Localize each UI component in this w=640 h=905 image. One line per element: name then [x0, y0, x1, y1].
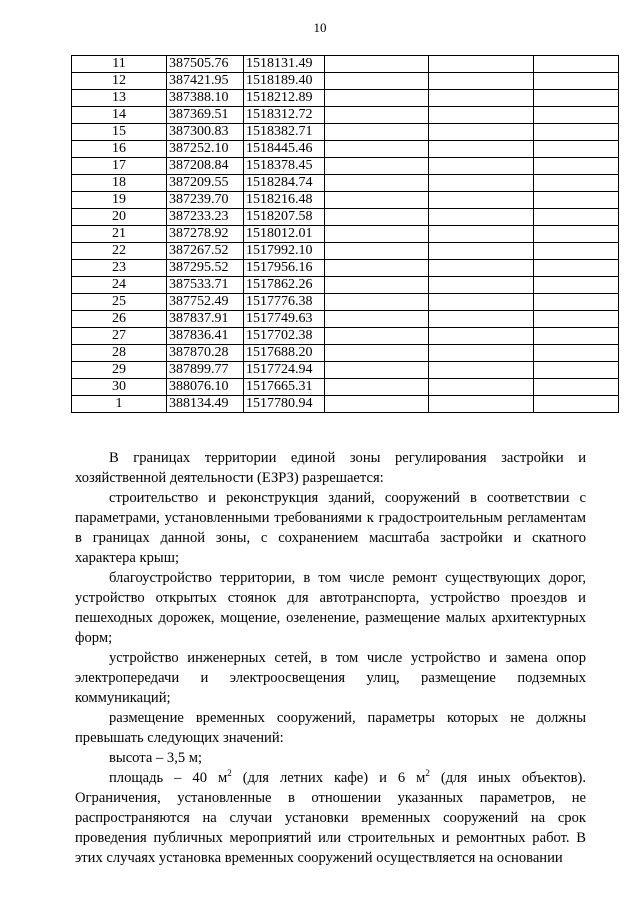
table-row [72, 141, 619, 158]
x-coordinate-cell: 387239.70 [167, 192, 244, 209]
table-row [72, 277, 619, 294]
y-coordinate-cell: 1518378.45 [244, 158, 325, 175]
empty-cell [325, 209, 429, 226]
y-coordinate-cell: 1518207.58 [244, 209, 325, 226]
empty-cell [534, 124, 619, 141]
empty-cell [534, 56, 619, 73]
empty-cell [325, 107, 429, 124]
empty-cell [429, 175, 534, 192]
table-row [72, 124, 619, 141]
x-coordinate-cell: 387388.10 [167, 90, 244, 107]
empty-cell [429, 328, 534, 345]
empty-cell [429, 73, 534, 90]
x-coordinate-cell: 387533.71 [167, 277, 244, 294]
empty-cell [325, 328, 429, 345]
table-row [72, 311, 619, 328]
x-coordinate-cell: 388134.49 [167, 396, 244, 413]
paragraph-construction: строительство и реконструкция зданий, сооружений в соответствии с параметрами, установленными требованиями к градостроительным регламентам в границах данной зоны, с сохранением масштаба застройки и скатного характера крыш; [75, 490, 586, 566]
point-number-cell: 17 [72, 158, 167, 175]
empty-cell [325, 141, 429, 158]
empty-cell [429, 192, 534, 209]
empty-cell [429, 362, 534, 379]
empty-cell [325, 345, 429, 362]
x-coordinate-cell: 387752.49 [167, 294, 244, 311]
empty-cell [429, 209, 534, 226]
paragraph-utilities: устройство инженерных сетей, в том числе устройство и замена опор электропередачи и электроосвещения улиц, размещение подземных коммуникаций; [75, 650, 586, 706]
point-number-cell: 23 [72, 260, 167, 277]
point-number-cell: 26 [72, 311, 167, 328]
point-number-cell: 27 [72, 328, 167, 345]
y-coordinate-cell: 1518312.72 [244, 107, 325, 124]
empty-cell [429, 294, 534, 311]
coordinates-table [71, 55, 619, 413]
paragraph-area [75, 768, 586, 868]
x-coordinate-cell: 387837.91 [167, 311, 244, 328]
empty-cell [325, 124, 429, 141]
x-coordinate-cell: 387278.92 [167, 226, 244, 243]
y-coordinate-cell: 1518216.48 [244, 192, 325, 209]
y-coordinate-cell: 1517776.38 [244, 294, 325, 311]
empty-cell [429, 345, 534, 362]
y-coordinate-cell: 1517780.94 [244, 396, 325, 413]
empty-cell [325, 294, 429, 311]
point-number-cell: 20 [72, 209, 167, 226]
y-coordinate-cell: 1518284.74 [244, 175, 325, 192]
empty-cell [534, 90, 619, 107]
y-coordinate-cell: 1517862.26 [244, 277, 325, 294]
empty-cell [325, 90, 429, 107]
table-row [72, 362, 619, 379]
empty-cell [325, 226, 429, 243]
x-coordinate-cell: 387208.84 [167, 158, 244, 175]
y-coordinate-cell: 1518445.46 [244, 141, 325, 158]
empty-cell [429, 277, 534, 294]
point-number-cell: 30 [72, 379, 167, 396]
empty-cell [429, 158, 534, 175]
empty-cell [429, 141, 534, 158]
y-coordinate-cell: 1517956.16 [244, 260, 325, 277]
empty-cell [534, 226, 619, 243]
empty-cell [534, 362, 619, 379]
y-coordinate-cell: 1517702.38 [244, 328, 325, 345]
point-number-cell: 21 [72, 226, 167, 243]
area-text-c: (для иных объектов). Ограничения, установленные в отношении указанных параметров, не распространяются на случаи установки временных сооружений на срок проведения публичных мероприятий или строительных и ремонтных работ. В этих случаях установка временных сооружений осуществляется на основании [75, 770, 586, 866]
empty-cell [325, 175, 429, 192]
y-coordinate-cell: 1518189.40 [244, 73, 325, 90]
empty-cell [534, 158, 619, 175]
empty-cell [534, 73, 619, 90]
table-row [72, 73, 619, 90]
point-number-cell: 29 [72, 362, 167, 379]
table-row [72, 243, 619, 260]
point-number-cell: 25 [72, 294, 167, 311]
table-row [72, 379, 619, 396]
table-row [72, 158, 619, 175]
y-coordinate-cell: 1517992.10 [244, 243, 325, 260]
empty-cell [325, 362, 429, 379]
empty-cell [534, 209, 619, 226]
area-sup-2: 2 [425, 768, 430, 779]
paragraph-landscaping: благоустройство территории, в том числе ремонт существующих дорог, устройство открытых стоянок для автотранспорта, устройство проездов и пешеходных дорожек, мощение, озеленение, размещение малых архитектурных форм; [75, 570, 586, 646]
empty-cell [534, 260, 619, 277]
regulation-text [75, 448, 586, 868]
point-number-cell: 18 [72, 175, 167, 192]
area-text-b: (для летних кафе) и 6 м [231, 770, 426, 786]
empty-cell [534, 141, 619, 158]
empty-cell [325, 56, 429, 73]
empty-cell [429, 260, 534, 277]
x-coordinate-cell: 387369.51 [167, 107, 244, 124]
point-number-cell: 13 [72, 90, 167, 107]
x-coordinate-cell: 387870.28 [167, 345, 244, 362]
point-number-cell: 24 [72, 277, 167, 294]
empty-cell [429, 226, 534, 243]
empty-cell [429, 90, 534, 107]
point-number-cell: 15 [72, 124, 167, 141]
empty-cell [534, 328, 619, 345]
empty-cell [534, 277, 619, 294]
table-row [72, 90, 619, 107]
empty-cell [429, 107, 534, 124]
y-coordinate-cell: 1517665.31 [244, 379, 325, 396]
empty-cell [325, 192, 429, 209]
empty-cell [534, 192, 619, 209]
page-number: 10 [313, 20, 327, 35]
y-coordinate-cell: 1517688.20 [244, 345, 325, 362]
table-row [72, 226, 619, 243]
table-row [72, 294, 619, 311]
point-number-cell: 11 [72, 56, 167, 73]
x-coordinate-cell: 387421.95 [167, 73, 244, 90]
empty-cell [534, 345, 619, 362]
x-coordinate-cell: 387505.76 [167, 56, 244, 73]
y-coordinate-cell: 1518212.89 [244, 90, 325, 107]
empty-cell [534, 379, 619, 396]
y-coordinate-cell: 1518131.49 [244, 56, 325, 73]
point-number-cell: 28 [72, 345, 167, 362]
x-coordinate-cell: 388076.10 [167, 379, 244, 396]
x-coordinate-cell: 387899.77 [167, 362, 244, 379]
coordinates-table-body [72, 56, 619, 413]
empty-cell [325, 311, 429, 328]
empty-cell [429, 243, 534, 260]
empty-cell [534, 294, 619, 311]
y-coordinate-cell: 1517749.63 [244, 311, 325, 328]
empty-cell [534, 107, 619, 124]
point-number-cell: 22 [72, 243, 167, 260]
y-coordinate-cell: 1518382.71 [244, 124, 325, 141]
area-text-a: площадь – 40 м [109, 770, 228, 786]
point-number-cell: 1 [72, 396, 167, 413]
empty-cell [325, 243, 429, 260]
empty-cell [325, 260, 429, 277]
paragraph-temporary-structures: размещение временных сооружений, параметры которых не должны превышать следующих значений: [75, 710, 586, 746]
y-coordinate-cell: 1517724.94 [244, 362, 325, 379]
point-number-cell: 16 [72, 141, 167, 158]
table-row [72, 209, 619, 226]
area-sup-1: 2 [227, 768, 232, 779]
x-coordinate-cell: 387300.83 [167, 124, 244, 141]
empty-cell [429, 379, 534, 396]
table-row [72, 260, 619, 277]
empty-cell [325, 379, 429, 396]
paragraph-intro: В границах территории единой зоны регулирования застройки и хозяйственной деятельности (ЕЗРЗ) разрешается: [75, 450, 586, 486]
x-coordinate-cell: 387836.41 [167, 328, 244, 345]
empty-cell [429, 311, 534, 328]
x-coordinate-cell: 387252.10 [167, 141, 244, 158]
table-row [72, 396, 619, 413]
table-row [72, 328, 619, 345]
empty-cell [325, 73, 429, 90]
point-number-cell: 19 [72, 192, 167, 209]
empty-cell [429, 56, 534, 73]
empty-cell [325, 396, 429, 413]
paragraph-height: высота – 3,5 м; [109, 750, 203, 766]
y-coordinate-cell: 1518012.01 [244, 226, 325, 243]
empty-cell [534, 243, 619, 260]
table-row [72, 345, 619, 362]
table-row [72, 192, 619, 209]
empty-cell [534, 175, 619, 192]
point-number-cell: 14 [72, 107, 167, 124]
x-coordinate-cell: 387295.52 [167, 260, 244, 277]
empty-cell [534, 311, 619, 328]
x-coordinate-cell: 387209.55 [167, 175, 244, 192]
empty-cell [429, 396, 534, 413]
table-row [72, 56, 619, 73]
point-number-cell: 12 [72, 73, 167, 90]
empty-cell [429, 124, 534, 141]
table-row [72, 107, 619, 124]
x-coordinate-cell: 387267.52 [167, 243, 244, 260]
empty-cell [325, 277, 429, 294]
empty-cell [325, 158, 429, 175]
table-row [72, 175, 619, 192]
empty-cell [534, 396, 619, 413]
x-coordinate-cell: 387233.23 [167, 209, 244, 226]
